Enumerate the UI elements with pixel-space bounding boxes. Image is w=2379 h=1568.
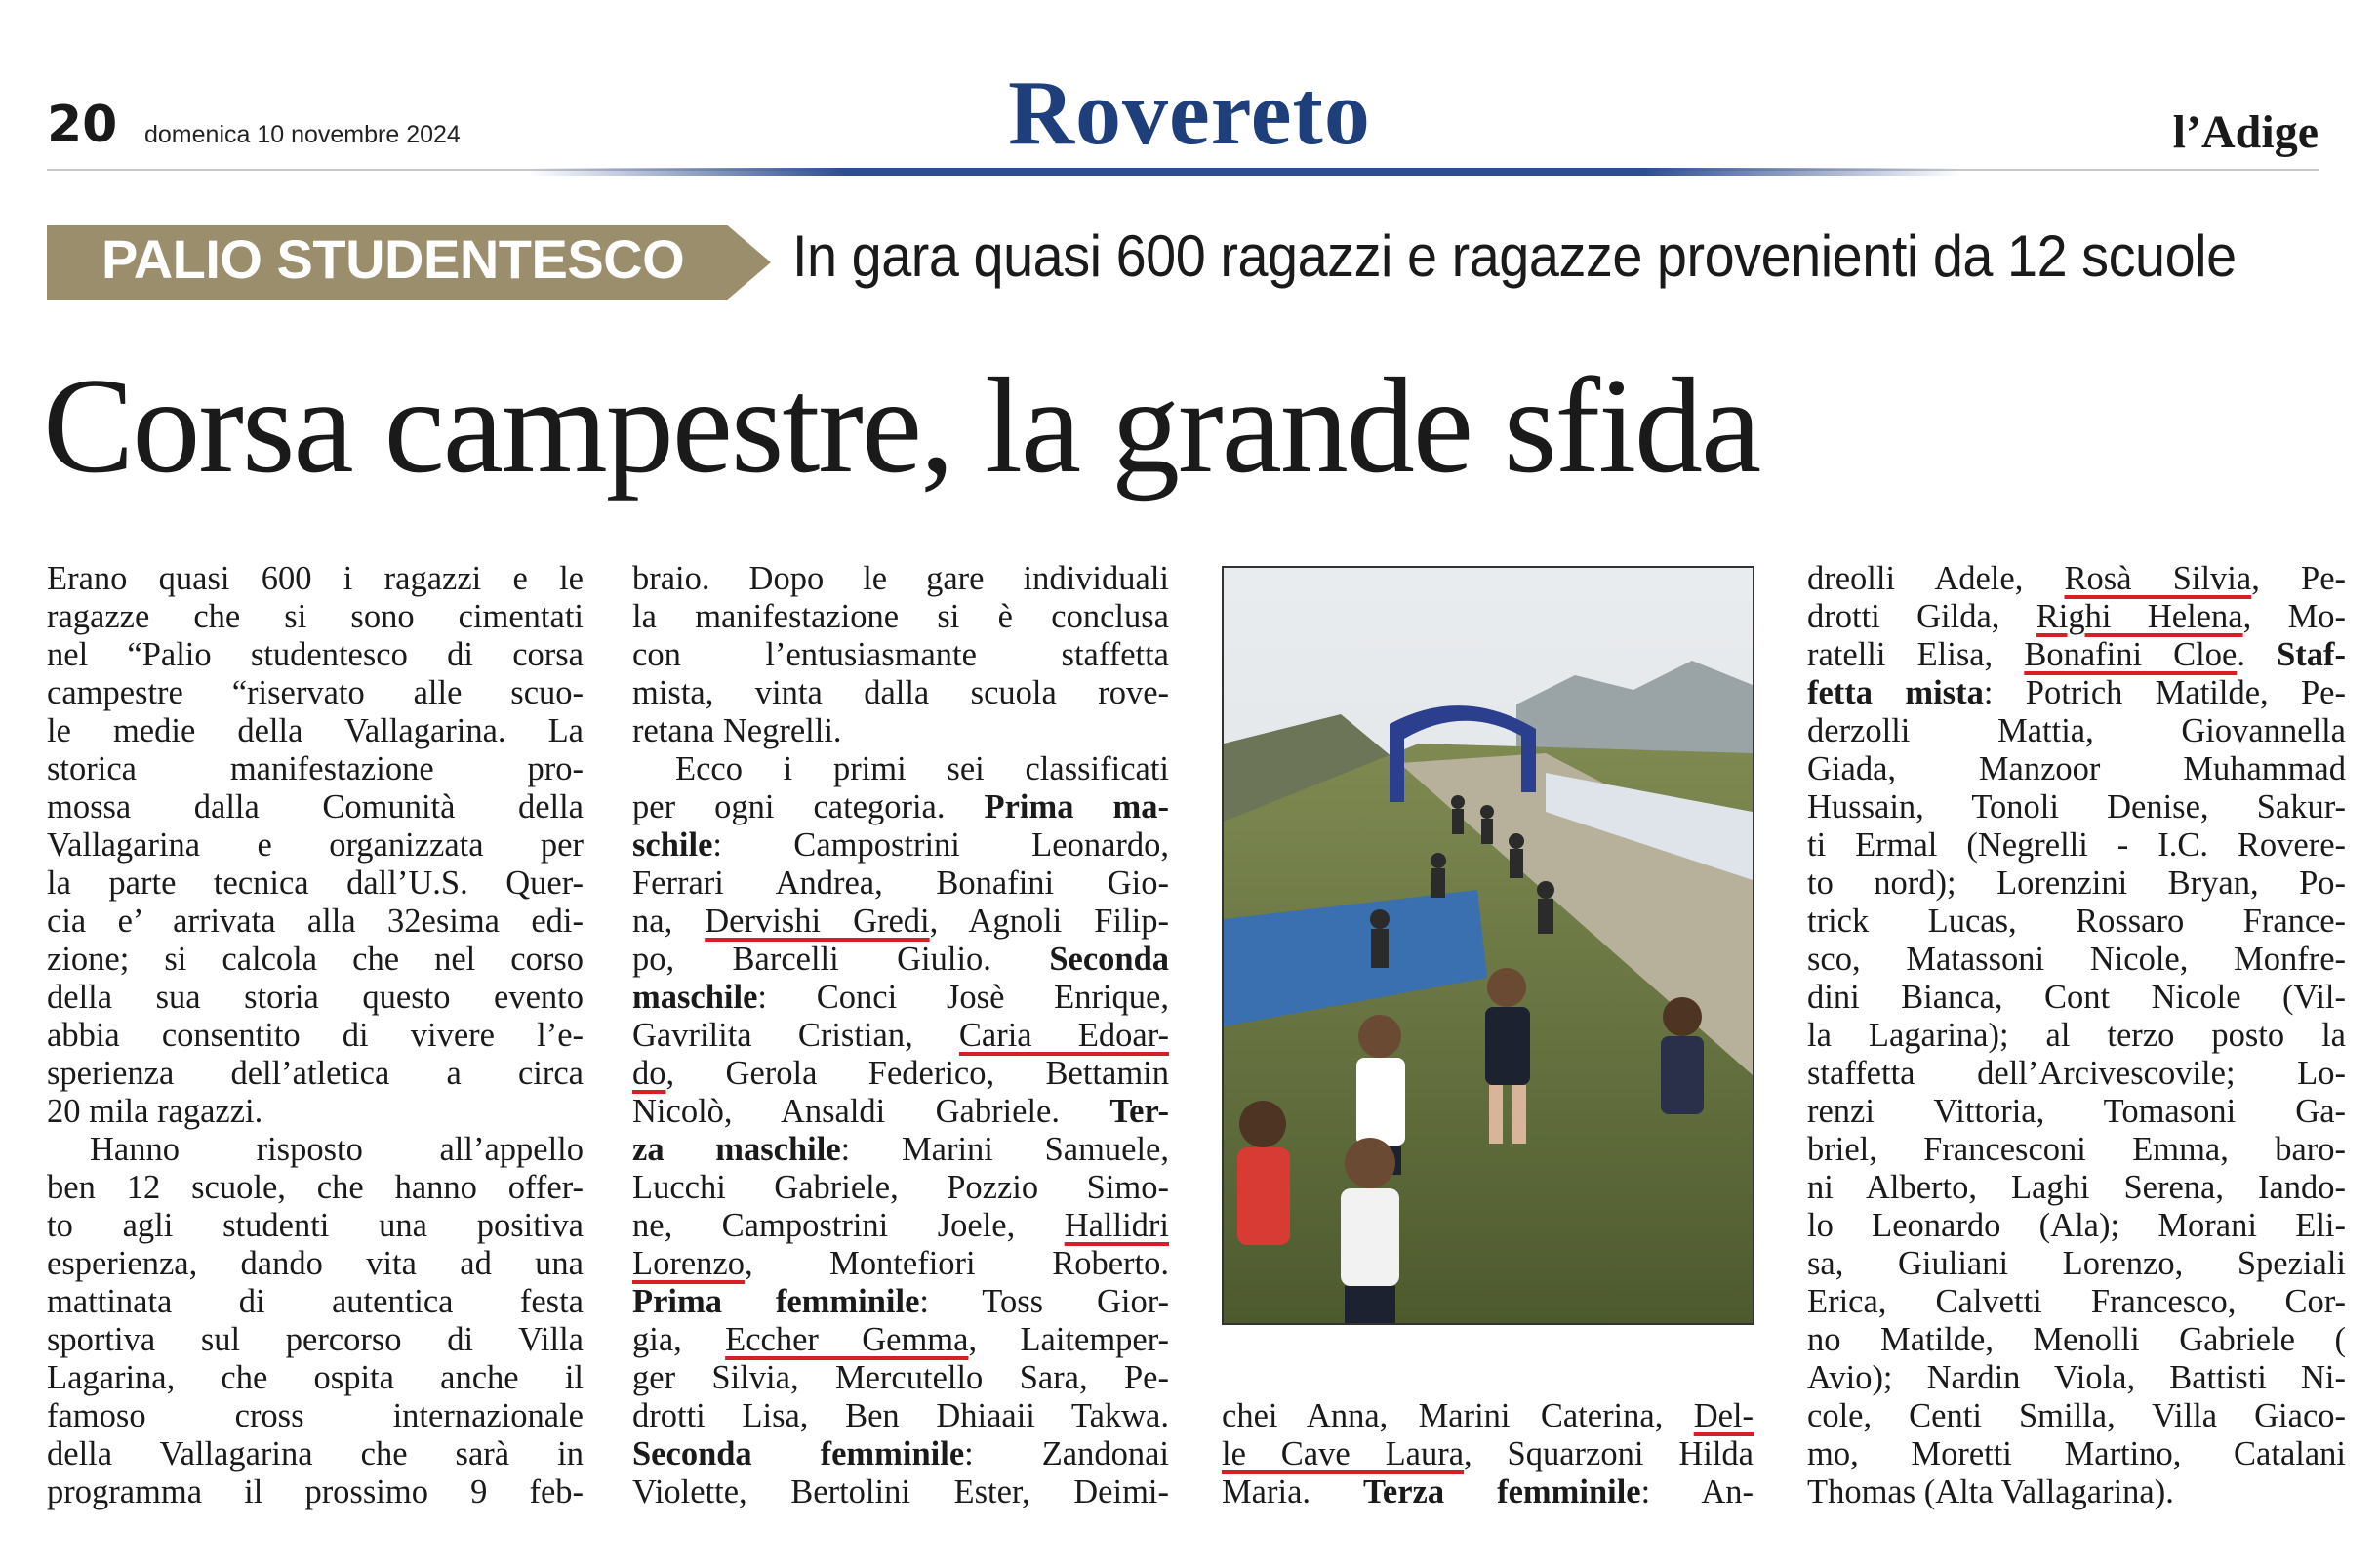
text-line: Ecco i primi sei classificati [675,750,1169,787]
text-line: Nicolò, Ansaldi Gabriele. Ter- [632,1093,1169,1130]
text-line: gia, Eccher Gemma, Laitemper- [632,1321,1170,1358]
section-title: Rovereto [1008,62,1371,164]
text-line: la manifestazione si è conclusa [632,598,1169,635]
text-line: della Vallagarina che sarà in [47,1435,584,1472]
text-line: mattinata di autentica festa [47,1283,584,1320]
text-line: Maria. Terza femminile: An- [1222,1473,1754,1510]
text-line: do, Gerola Federico, Bettamin [632,1055,1169,1092]
text-line: sco, Matassoni Nicole, Monfre- [1807,941,2346,978]
highlighted-name: do [632,1055,666,1092]
text-line: programma il prossimo 9 feb- [47,1473,584,1510]
text-line: zione; si calcola che nel corso [47,941,584,978]
text-line: Hussain, Tonoli Denise, Sakur- [1807,788,2346,825]
text-line: ti Ermal (Negrelli - I.C. Rovere- [1807,826,2346,864]
text-line: 20 mila ragazzi. [47,1093,263,1130]
text-line: ger Silvia, Mercutello Sara, Pe- [632,1359,1169,1396]
text-line: ragazze che si sono cimentati [47,598,584,635]
text-line: Seconda femminile: Zandonai [632,1435,1169,1472]
text-line: to agli studenti una positiva [47,1207,584,1244]
headline: Corsa campestre, la grande sfida [43,350,1760,502]
text-line: le medie della Vallagarina. La [47,712,584,749]
text-line: la parte tecnica dall’U.S. Quer- [47,864,584,902]
text-line: dini Bianca, Cont Nicole (Vil- [1807,979,2346,1016]
race-photo [1222,566,1754,1325]
text-line: nel “Palio studentesco di corsa [47,636,584,673]
text-line: cia e’ arrivata alla 32esima edi- [47,903,584,940]
text-line: Erica, Calvetti Francesco, Cor- [1807,1283,2346,1320]
text-line: Violette, Bertolini Ester, Deimi- [632,1473,1169,1510]
text-line: Gavrilita Cristian, Caria Edoar- [632,1017,1169,1054]
newspaper-logo: l’Adige [2172,106,2319,158]
highlighted-name: Dervishi Gredi [705,903,930,940]
text-line: sportiva sul percorso di Villa [47,1321,584,1358]
text-line: drotti Gilda, Righi Helena, Mo- [1807,598,2346,635]
text-line: dreolli Adele, Rosà Silvia, Pe- [1807,560,2346,597]
text-line: po, Barcelli Giulio. Seconda [632,941,1169,978]
text-line: Lucchi Gabriele, Pozzio Simo- [632,1169,1169,1206]
text-line: storica manifestazione pro- [47,750,584,787]
text-line: ben 12 scuole, che hanno offer- [47,1169,584,1206]
text-line: briel, Francesconi Emma, baro- [1807,1131,2346,1168]
highlighted-name: Del- [1693,1397,1754,1434]
text-line: braio. Dopo le gare individuali [632,560,1169,597]
text-line: trick Lucas, Rossaro France- [1807,903,2346,940]
article-column-1 [47,560,584,1511]
text-line: chei Anna, Marini Caterina, Del- [1222,1397,1754,1434]
text-line: Ferrari Andrea, Bonafini Gio- [632,864,1169,902]
text-line: mo, Moretti Martino, Catalani [1807,1435,2346,1472]
article-column-4 [1807,560,2346,1511]
text-line: renzi Vittoria, Tomasoni Ga- [1807,1093,2346,1130]
text-line: staffetta dell’Arcivescovile; Lo- [1807,1055,2346,1092]
text-line: sa, Giuliani Lorenzo, Speziali [1807,1245,2346,1282]
text-line: za maschile: Marini Samuele, [632,1131,1169,1168]
text-line: sperienza dell’atletica a circa [47,1055,584,1092]
text-line: no Matilde, Menolli Gabriele ( [1807,1321,2346,1358]
text-line: schile: Campostrini Leonardo, [632,826,1169,864]
text-line: lo Leonardo (Ala); Morani Eli- [1807,1207,2346,1244]
article-column-3 [1222,1397,1754,1511]
text-line: drotti Lisa, Ben Dhiaaii Takwa. [632,1397,1169,1434]
text-line: fetta mista: Potrich Matilde, Pe- [1807,674,2346,711]
text-line: della sua storia questo evento [47,979,584,1016]
highlighted-name: le Cave Laura [1222,1435,1465,1472]
text-line: Erano quasi 600 i ragazzi e le [47,560,584,597]
text-line: Thomas (Alta Vallagarina). [1807,1473,2174,1510]
text-line: esperienza, dando vita ad una [47,1245,584,1282]
text-line: mista, vinta dalla scuola rove- [632,674,1169,711]
text-line: le Cave Laura, Squarzoni Hilda [1222,1435,1754,1472]
article-column-2 [632,560,1169,1511]
text-line: con l’entusiasmante staffetta [632,636,1169,673]
text-line: na, Dervishi Gredi, Agnoli Filip- [632,903,1169,940]
highlighted-name: Lorenzo [632,1245,745,1282]
issue-date: domenica 10 novembre 2024 [144,121,461,148]
highlighted-name: Eccher Gemma [725,1321,969,1358]
text-line: maschile: Conci Josè Enrique, [632,979,1169,1016]
text-line: ratelli Elisa, Bonafini Cloe. Staf- [1807,636,2346,673]
text-line: cole, Centi Smilla, Villa Giaco- [1807,1397,2346,1434]
text-line: mossa dalla Comunità della [47,788,584,825]
highlighted-name: Bonafini Cloe [2024,636,2238,673]
subheadline: In gara quasi 600 ragazzi e ragazze provenienti da 12 scuole [792,223,2237,289]
text-line: Avio); Nardin Viola, Battisti Ni- [1807,1359,2346,1396]
text-line: Lorenzo, Montefiori Roberto. [632,1245,1169,1282]
kicker-label: PALIO STUDENTESCO [101,228,685,290]
text-line: Vallagarina e organizzata per [47,826,584,864]
text-line: Prima femminile: Toss Gior- [632,1283,1169,1320]
highlighted-name: Hallidri [1064,1207,1169,1244]
text-line: to nord); Lorenzini Bryan, Po- [1807,864,2346,902]
header-accent-bar [527,168,1961,176]
highlighted-name: Righi Helena [2036,598,2243,635]
text-line: Giada, Manzoor Muhammad [1807,750,2346,787]
page-number: 20 [47,96,118,154]
text-line: derzolli Mattia, Giovannella [1807,712,2346,749]
text-line: retana Negrelli. [632,712,842,749]
text-line: la Lagarina); al terzo posto la [1807,1017,2346,1054]
text-line: Lagarina, che ospita anche il [47,1359,584,1396]
text-line: Hanno risposto all’appello [90,1131,584,1168]
highlighted-name: Caria Edoar- [958,1017,1169,1054]
text-line: famoso cross internazionale [47,1397,584,1434]
highlighted-name: Rosà Silvia [2064,560,2252,597]
text-line: campestre “riservato alle scuo- [47,674,584,711]
text-line: ne, Campostrini Joele, Hallidri [632,1207,1169,1244]
text-line: ni Alberto, Laghi Serena, Iando- [1807,1169,2346,1206]
text-line: per ogni categoria. Prima ma- [632,788,1169,825]
text-line: abbia consentito di vivere l’e- [47,1017,584,1054]
